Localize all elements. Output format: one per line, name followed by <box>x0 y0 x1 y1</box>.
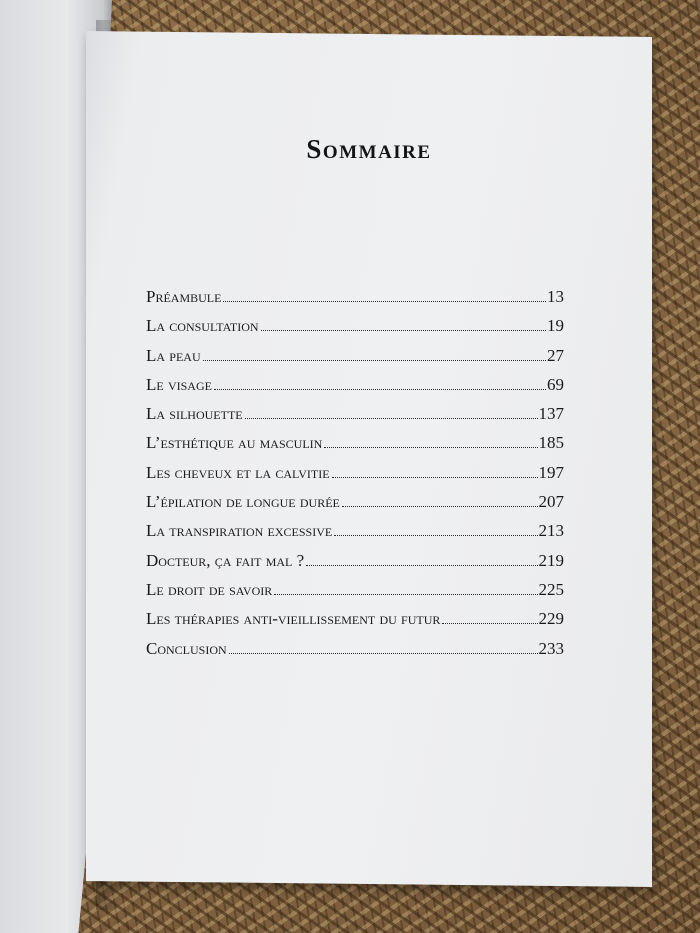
toc-entry-page: 229 <box>538 609 564 629</box>
toc-entry-label: Docteur, ça fait mal ? <box>146 550 305 570</box>
dot-leader <box>245 418 538 419</box>
toc-entry-page: 197 <box>538 462 564 482</box>
toc-entry-page: 13 <box>547 287 564 306</box>
toc-entry-label: Le visage <box>146 374 212 394</box>
toc-entry-label: L’épilation de longue durée <box>146 492 340 512</box>
dot-leader <box>223 301 546 302</box>
toc-entry-silhouette <box>146 404 564 433</box>
toc-entry-label: Préambule <box>146 287 222 306</box>
toc-entry-label: La consultation <box>146 316 259 336</box>
toc-entry-label: L’esthétique au masculin <box>146 433 323 453</box>
toc-entry-page: 233 <box>538 638 564 658</box>
dot-leader <box>334 535 537 536</box>
toc-entry-label: Conclusion <box>146 638 227 658</box>
toc-entry-label: La silhouette <box>146 404 243 424</box>
toc-entry-label: La peau <box>146 345 201 365</box>
toc-entry-droit-savoir <box>146 580 564 609</box>
dot-leader <box>203 360 546 361</box>
dot-leader <box>342 506 538 507</box>
toc-entry-therapies <box>146 609 564 638</box>
toc-entry-label: Les thérapies anti-vieillissement du futur <box>146 609 441 629</box>
dot-leader <box>261 330 546 331</box>
table-of-contents <box>146 287 564 668</box>
dot-leader <box>442 623 537 624</box>
toc-entry-page: 207 <box>538 492 564 512</box>
toc-entry-label: Le droit de savoir <box>146 579 273 599</box>
toc-entry-peau <box>146 346 564 375</box>
dot-leader <box>306 565 537 566</box>
toc-entry-page: 185 <box>538 433 564 453</box>
toc-entry-label: Les cheveux et la calvitie <box>146 462 330 482</box>
toc-entry-conclusion <box>146 639 564 668</box>
toc-entry-label: La transpiration excessive <box>146 521 333 541</box>
toc-entry-consultation <box>146 316 564 345</box>
toc-entry-page: 137 <box>538 404 564 424</box>
dot-leader <box>332 477 538 478</box>
book-page <box>86 31 652 887</box>
toc-entry-esthetique-masculin <box>146 433 564 462</box>
dot-leader <box>214 389 546 390</box>
toc-entry-page: 225 <box>538 579 564 599</box>
toc-entry-transpiration <box>146 521 564 550</box>
toc-entry-cheveux-calvitie <box>146 463 564 492</box>
dot-leader <box>324 447 537 448</box>
dot-leader <box>229 653 538 654</box>
toc-entry-page: 27 <box>547 345 564 365</box>
toc-entry-epilation <box>146 492 564 521</box>
toc-entry-page: 219 <box>538 550 564 570</box>
toc-entry-page: 69 <box>547 374 564 394</box>
toc-entry-page: 19 <box>547 316 564 336</box>
toc-entry-preambule <box>146 287 564 316</box>
toc-entry-page: 213 <box>538 521 564 541</box>
toc-entry-visage <box>146 375 564 404</box>
toc-entry-docteur <box>146 551 564 580</box>
page-title: Sommaire <box>306 134 432 164</box>
dot-leader <box>274 594 537 595</box>
